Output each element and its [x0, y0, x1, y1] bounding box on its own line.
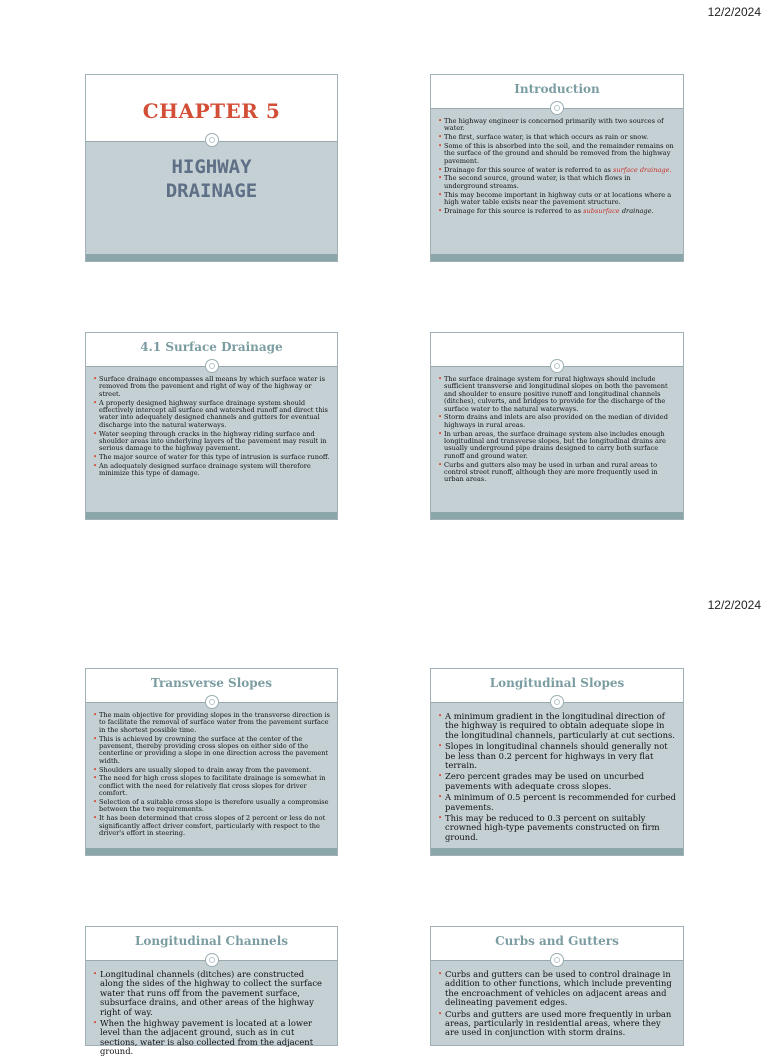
slide-curbs-and-gutters — [430, 926, 684, 1046]
chapter-title: CHAPTER 5 — [142, 99, 281, 123]
list-item: • This may be reduced to 0.3 percent on suitably crowned high-type pavements constructed on firm ground. — [438, 814, 676, 842]
list-item: • The first, surface water, is that which occurs as rain or snow. — [438, 134, 676, 141]
list-item: • Surface drainage encompasses all means by which surface water is removed from the pavement and right of way of the highway or street. — [93, 376, 330, 398]
list-item: • Water seeping through cracks in the highway riding surface and shoulder areas into underlying layers of the pavement may result in serious damage to the highway pavement. — [93, 431, 330, 453]
bullet-list — [93, 712, 330, 839]
slide-title: Longitudinal Channels — [134, 934, 289, 948]
list-item: • Drainage for this source is referred to as subsurface drainage. — [438, 208, 676, 215]
slide-introduction — [430, 74, 684, 262]
bullet-list — [438, 970, 676, 1040]
list-item: • It has been determined that cross slopes of 2 percent or less do not significantly affect driver comfort, particularly with respect to the driver's effort in steering. — [93, 815, 330, 837]
list-item: • Curbs and gutters are used more frequently in urban areas, particularly in residential areas, where they are used in conjunction with storm drains. — [438, 1010, 676, 1038]
bullet-list — [93, 376, 330, 479]
bullet-list — [438, 118, 676, 217]
slide-transverse-slopes — [85, 668, 338, 856]
list-item: • A minimum gradient in the longitudinal direction of the highway is required to obtain adequate slope in the longitudinal channels, particularly at cut sections. — [438, 712, 676, 740]
list-item: • Longitudinal channels (ditches) are constructed along the sides of the highway to collect the surface water that runs off from the pavement surface, subsurface drains, and other areas of the highway right of way. — [93, 970, 330, 1017]
list-item: • This is achieved by crowning the surface at the center of the pavement, thereby providing cross slopes on either side of the centerline or providing a slope in one direction across the pavement width. — [93, 736, 330, 766]
bullet-list — [93, 970, 330, 1059]
list-item: • This may become important in highway cuts or at locations where a high water table exists near the pavement structure. — [438, 192, 676, 207]
list-item: • A properly designed highway surface drainage system should effectively intercept all surface and watershed runoff and direct this water into adequately designed channels and gutters for eventual discharge into the natural waterways. — [93, 400, 330, 430]
bullet-list — [438, 712, 676, 844]
list-item: • The surface drainage system for rural highways should include sufficient transverse and longitudinal slopes on both the pavement and shoulder to ensure positive runoff and longitudinal channels (ditches), culverts, and bridges to provide for the discharge of the surface water to the natural waterways. — [438, 376, 676, 413]
highlight-term: surface drainage. — [612, 165, 672, 174]
slide-rural-drainage-system — [430, 332, 684, 520]
ornament-ring-icon — [550, 695, 564, 709]
page-date: 12/2/2024 — [707, 598, 761, 612]
list-item: • An adequately designed surface drainage system will therefore minimize this type of damage. — [93, 463, 330, 478]
list-item: • Slopes in longitudinal channels should generally not be less than 0.2 percent for highways in very flat terrain. — [438, 742, 676, 770]
ornament-ring-icon — [550, 953, 564, 967]
chapter-subtitle: HIGHWAY DRAINAGE — [165, 156, 258, 202]
list-item: • Some of this is absorbed into the soil, and the remainder remains on the surface of the ground and should be removed from the highway pavement. — [438, 143, 676, 165]
list-item: • The highway engineer is concerned primarily with two sources of water. — [438, 118, 676, 133]
ornament-ring-icon — [550, 101, 564, 115]
list-item: • Storm drains and inlets are also provided on the median of divided highways in rural areas. — [438, 414, 676, 429]
slide-surface-drainage — [85, 332, 338, 520]
slide-title: Transverse Slopes — [150, 676, 273, 690]
list-item: • When the highway pavement is located at a lower level than the adjacent ground, such as in cut sections, water is also collected from the adjacent ground. — [93, 1019, 330, 1057]
list-item: • Drainage for this source of water is referred to as surface drainage. — [438, 167, 676, 174]
slide-title: Longitudinal Slopes — [489, 676, 625, 690]
list-item: • A minimum of 0.5 percent is recommended for curbed pavements. — [438, 793, 676, 812]
highlight-term: subsurface — [583, 206, 620, 215]
ornament-ring-icon — [205, 133, 219, 147]
list-item: • Zero percent grades may be used on uncurbed pavements with adequate cross slopes. — [438, 772, 676, 791]
list-item: • The major source of water for this type of intrusion is surface runoff. — [93, 454, 330, 461]
list-item: • The need for high cross slopes to facilitate drainage is somewhat in conflict with the need for relatively flat cross slopes for driver comfort. — [93, 775, 330, 797]
ornament-ring-icon — [550, 359, 564, 373]
list-item: • Curbs and gutters can be used to control drainage in addition to other functions, which include preventing the encroachment of vehicles on adjacent areas and delineating pavement edges. — [438, 970, 676, 1008]
slide-longitudinal-slopes — [430, 668, 684, 856]
page-date: 12/2/2024 — [707, 5, 761, 19]
list-item: • In urban areas, the surface drainage system also includes enough longitudinal and transverse slopes, but the longitudinal drains are usually underground pipe drains designed to carry both surface runoff and ground water. — [438, 431, 676, 461]
slide-longitudinal-channels — [85, 926, 338, 1057]
slide-title: Curbs and Gutters — [495, 934, 619, 948]
ornament-ring-icon — [205, 695, 219, 709]
bullet-list — [438, 376, 676, 485]
slide-title: 4.1 Surface Drainage — [140, 340, 283, 354]
ornament-ring-icon — [205, 953, 219, 967]
slide-title: Introduction — [514, 82, 600, 96]
list-item: • Shoulders are usually sloped to drain away from the pavement. — [93, 767, 330, 774]
list-item: • Selection of a suitable cross slope is therefore usually a compromise between the two requirements. — [93, 799, 330, 814]
list-item: • The second source, ground water, is that which flows in underground streams. — [438, 175, 676, 190]
slide-chapter-title — [85, 74, 338, 262]
list-item: • Curbs and gutters also may be used in urban and rural areas to control street runoff, although they are more frequently used in urban areas. — [438, 462, 676, 484]
list-item: • The main objective for providing slopes in the transverse direction is to facilitate the removal of surface water from the pavement surface in the shortest possible time. — [93, 712, 330, 734]
ornament-ring-icon — [205, 359, 219, 373]
